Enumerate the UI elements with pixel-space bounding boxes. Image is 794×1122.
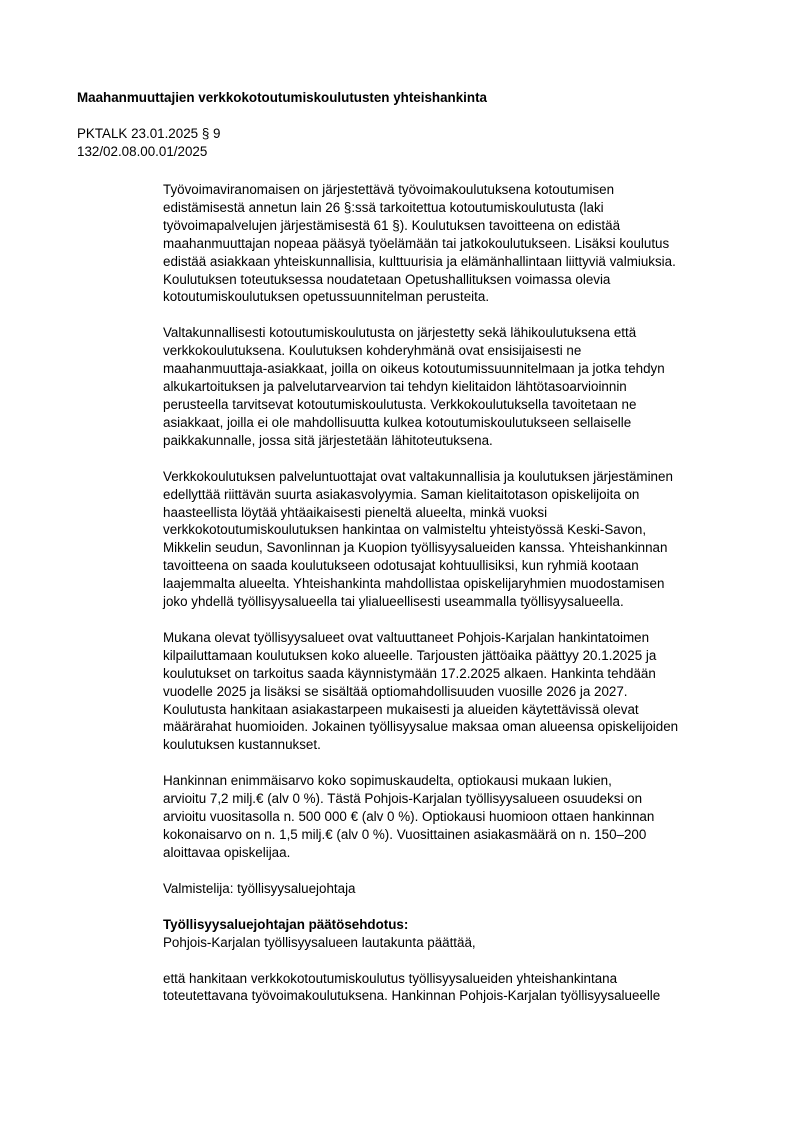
document-meta	[77, 125, 220, 161]
text-line: koulutuksen kustannukset.	[163, 737, 321, 753]
text-line: alkukartoituksen ja palvelutarvearvion tai tehdyn kielitaidon lähtötasoarvioinnin	[163, 379, 627, 395]
text-line: joko yhdellä työllisyysalueella tai ylialueellisesti useammalla työllisyysalueella.	[163, 594, 624, 610]
text-line: Hankinnan enimmäisarvo koko sopimuskaudelta, optiokausi mukaan lukien,	[163, 773, 612, 789]
decision-text	[163, 970, 738, 1006]
case-number: 132/02.08.00.01/2025	[77, 143, 208, 159]
text-line: perusteella tarvitsevat kotoutumiskoulutusta. Verkkokoulutuksella tavoitetaan ne	[163, 396, 637, 412]
text-line: toteutettavana työvoimakoulutuksena. Hankinnan Pohjois-Karjalan työllisyysalueelle	[163, 988, 661, 1004]
text-line: tavoitteena on saada koulutukseen odotusajat kohtuullisiksi, kun ryhmiä kootaan	[163, 558, 639, 574]
document-body	[163, 181, 738, 1023]
text-line: arvioitu vuositasolla n. 500 000 € (alv 0 %). Optiokausi huomioon ottaen hankinnan	[163, 809, 655, 825]
text-line: haasteellista löytää yhtäaikaisesti pieneltä alueelta, minkä vuoksi	[163, 504, 548, 520]
decision-heading: Työllisyysaluejohtajan päätösehdotus:	[163, 916, 409, 932]
text-line: kilpailuttamaan koulutuksen koko alueelle. Tarjousten jättöaika päättyy 20.1.2025 ja	[163, 647, 657, 663]
text-line: edistämisestä annetun lain 26 §:ssä tarkoitettua kotoutumiskoulutusta (laki	[163, 199, 604, 215]
text-line: Mikkelin seudun, Savonlinnan ja Kuopion työllisyysalueiden kanssa. Yhteishankinnan	[163, 540, 668, 556]
text-line: Valmistelija: työllisyysaluejohtaja	[163, 880, 356, 896]
text-line: vuodelle 2025 ja lisäksi se sisältää optiomahdollisuuden vuosille 2026 ja 2027.	[163, 683, 628, 699]
text-line: verkkokotoutumiskoulutuksen hankintaa on valmisteltu yhteistyössä Keski-Savon,	[163, 522, 647, 538]
text-line: koulutukset on tarkoitus saada käynnistymään 17.2.2025 alkaen. Hankinta tehdään	[163, 665, 656, 681]
text-line: asiakkaat, joilla ei ole mahdollisuutta kulkea kotoutumiskoulutukseen sellaiselle	[163, 414, 632, 430]
paragraph-national	[163, 324, 738, 449]
text-line: laajemmalta alueelta. Yhteishankinta mahdollistaa opiskelijaryhmien muodostamisen	[163, 576, 665, 592]
text-line: että hankitaan verkkokotoutumiskoulutus työllisyysalueiden yhteishankintana	[163, 970, 618, 986]
text-line: työvoimapalvelujen järjestämisestä 61 §). Koulutuksen tavoitteena on edistää	[163, 217, 621, 233]
paragraph-background	[163, 181, 738, 306]
text-line: määrärahat huomioiden. Jokainen työllisyysalue maksaa oman alueensa opiskelijoiden	[163, 719, 679, 735]
text-line: Verkkokoulutuksen palveluntuottajat ovat valtakunnallisia ja koulutuksen järjestäminen	[163, 468, 673, 484]
text-line: Valtakunnallisesti kotoutumiskoulutusta on järjestetty sekä lähikoulutuksena että	[163, 325, 637, 341]
text-line: maahanmuuttaja-asiakkaat, joilla on oikeus kotoutumissuunnitelmaan ja jotka tehdyn	[163, 361, 665, 377]
document-title: Maahanmuuttajien verkkokotoutumiskoulutusten yhteishankinta	[77, 90, 487, 105]
text-line: arvioitu 7,2 milj.€ (alv 0 %). Tästä Pohjois-Karjalan työllisyysalueen osuudeksi on	[163, 791, 643, 807]
text-line: aloittavaa opiskelijaa.	[163, 844, 291, 860]
text-line: kokonaisarvo on n. 1,5 milj.€ (alv 0 %). Vuosittainen asiakasmäärä on n. 150–200	[163, 827, 647, 842]
text-line: maahanmuuttajan nopeaa pääsyä työelämään tai jatkokoulutukseen. Lisäksi koulutus	[163, 235, 670, 251]
paragraph-preparer	[163, 880, 738, 898]
text-line: Mukana olevat työllisyysalueet ovat valtuuttaneet Pohjois-Karjalan hankintatoimen	[163, 629, 650, 645]
text-line: paikkakunnalle, jossa sitä järjestetään lähitoteutuksena.	[163, 432, 493, 448]
text-line: edellyttää riittävän suurta asiakasvolyymia. Saman kielitaitotason opiskelijoita on	[163, 486, 640, 502]
meeting-reference: PKTALK 23.01.2025 § 9	[77, 126, 221, 141]
text-line: Koulutusta hankitaan asiakastarpeen mukaisesti ja alueiden käytettävissä olevat	[163, 701, 639, 717]
text-line: kotoutumiskoulutuksen opetussuunnitelman perusteita.	[163, 289, 490, 305]
decision-block	[163, 916, 738, 952]
paragraph-providers	[163, 468, 738, 611]
text-line: verkkokoulutuksena. Koulutuksen kohderyhmänä ovat ensisijaisesti ne	[163, 343, 582, 359]
text-line: edistää asiakkaan yhteiskunnallisia, kulttuurisia ja elämänhallintaan liittyviä valmiuksia.	[163, 253, 676, 269]
text-line: Koulutuksen toteutuksessa noudatetaan Opetushallituksen voimassa olevia	[163, 271, 611, 287]
paragraph-procurement	[163, 629, 738, 754]
decision-intro: Pohjois-Karjalan työllisyysalueen lautakunta päättää,	[163, 934, 476, 950]
paragraph-value	[163, 772, 738, 862]
text-line: Työvoimaviranomaisen on järjestettävä työvoimakoulutuksena kotoutumisen	[163, 182, 615, 197]
